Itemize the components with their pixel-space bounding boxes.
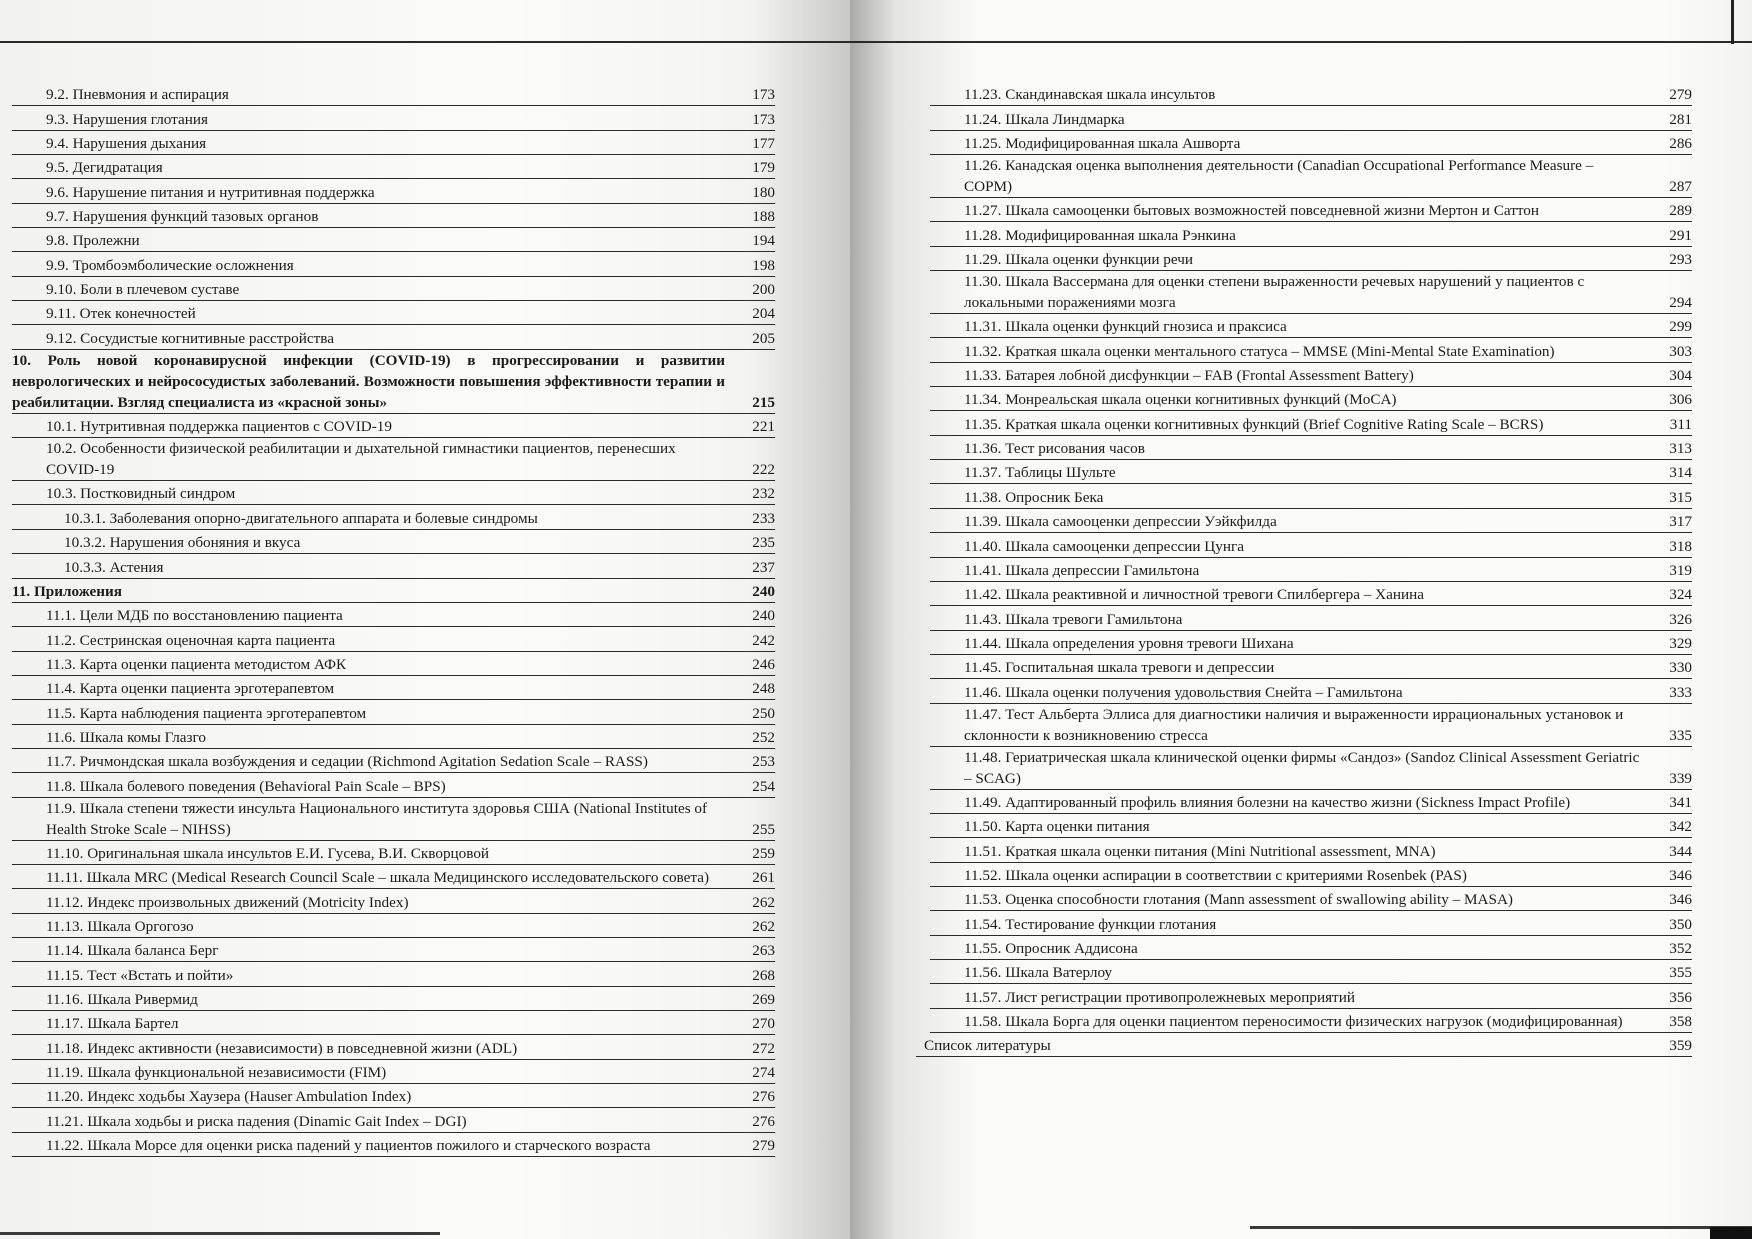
- toc-entry: [12, 889, 775, 913]
- toc-entry-title: 11.55. Опросник Аддисона: [964, 939, 1138, 957]
- toc-entry: [12, 106, 775, 130]
- toc-entry-title: 11.25. Модифицированная шкала Ашворта: [964, 135, 1241, 153]
- toc-entry: [12, 1084, 775, 1108]
- toc-entry: [930, 582, 1692, 606]
- toc-entry-page: 330: [1669, 659, 1692, 677]
- toc-entry-title: 11.12. Индекс произвольных движений (Motricity Index): [46, 893, 409, 911]
- toc-entry: [930, 838, 1692, 862]
- toc-entry: [12, 652, 775, 676]
- toc-entry-title: 11.23. Скандинавская шкала инсультов: [964, 86, 1216, 104]
- toc-entry-page: 311: [1669, 415, 1692, 433]
- toc-entry-page: 341: [1669, 793, 1692, 811]
- toc-entry-title: 11. Приложения: [12, 582, 122, 600]
- toc-entry-page: 254: [752, 777, 775, 795]
- right-page: [850, 0, 1752, 1239]
- toc-entry-page: 263: [752, 942, 775, 960]
- toc-entry-title: 11.1. Цели МДБ по восстановлению пациента: [46, 607, 343, 625]
- toc-entry-title: 10.3.3. Астения: [64, 558, 164, 576]
- toc-entry-page: 188: [752, 208, 775, 226]
- toc-entry: [930, 911, 1692, 935]
- toc-entry-page: 335: [1669, 726, 1692, 744]
- toc-entry-page: 240: [752, 582, 775, 600]
- toc-entry-title: 9.9. Тромбоэмболические осложнения: [46, 256, 294, 274]
- toc-entry: [930, 82, 1692, 106]
- toc-entry-page: 268: [752, 966, 775, 984]
- toc-entry: [930, 984, 1692, 1008]
- toc-entry-title: 9.11. Отек конечностей: [46, 305, 196, 323]
- toc-entry-page: 200: [752, 281, 775, 299]
- toc-entry-title: 11.21. Шкала ходьбы и риска падения (Dinamic Gait Index – DGI): [46, 1112, 467, 1130]
- toc-entry-page: 173: [752, 110, 775, 128]
- toc-entry-page: 299: [1669, 318, 1692, 336]
- toc-entry-title: 11.3. Карта оценки пациента методистом АФК: [46, 655, 347, 673]
- toc-entry: [930, 314, 1692, 338]
- toc-entry-title: 11.38. Опросник Бека: [964, 488, 1104, 506]
- toc-entry: [12, 865, 775, 889]
- toc-entry-title: 11.6. Шкала комы Глазго: [46, 728, 206, 746]
- toc-entry-page: 255: [752, 820, 775, 838]
- toc-entry: [12, 505, 775, 529]
- toc-entry-title: 11.28. Модифицированная шкала Рэнкина: [964, 226, 1236, 244]
- toc-entry-page: 287: [1669, 178, 1692, 196]
- toc-entry: [12, 773, 775, 797]
- toc-entry-title: 9.8. Пролежни: [46, 232, 140, 250]
- toc-entry: [930, 509, 1692, 533]
- toc-entry-page: 173: [752, 86, 775, 104]
- toc-entry-title: 11.44. Шкала определения уровня тревоги Шихана: [964, 634, 1294, 652]
- toc-entry-title: 11.36. Тест рисования часов: [964, 440, 1145, 458]
- toc-entry-title: 11.56. Шкала Ватерлоу: [964, 964, 1113, 982]
- page-corner-mark: [1710, 1227, 1752, 1239]
- top-rule: [850, 41, 1752, 43]
- toc-entry-title: 11.47. Тест Альберта Эллиса для диагностики наличия и выраженности иррациональных установок и склонности к возникновению стресса: [964, 705, 1624, 744]
- toc-entry: [12, 579, 775, 603]
- toc-entry: [930, 198, 1692, 222]
- toc-entry: [12, 749, 775, 773]
- toc-entry: [12, 228, 775, 252]
- toc-entry: [12, 252, 775, 276]
- toc-entry: [930, 814, 1692, 838]
- toc-entry-page: 359: [1669, 1037, 1692, 1055]
- toc-entry-title: 11.22. Шкала Морсе для оценки риска падений у пациентов пожилого и старческого возраста: [46, 1137, 651, 1155]
- toc-entry: [12, 82, 775, 106]
- toc-entry-title: 11.26. Канадская оценка выполнения деятельности (Canadian Occupational Performance Measure – COPM): [964, 157, 1594, 196]
- toc-entry-title: 10.1. Нутритивная поддержка пациентов с COVID-19: [46, 418, 392, 436]
- toc-entry-page: 248: [752, 680, 775, 698]
- toc-entry-page: 326: [1669, 610, 1692, 628]
- toc-entry: [930, 558, 1692, 582]
- toc-entry-title: 11.9. Шкала степени тяжести инсульта Национального института здоровья США (National Institutes of Health Stroke Scale – NIHSS): [46, 799, 708, 838]
- toc-entry-title: 11.43. Шкала тревоги Гамильтона: [964, 610, 1183, 628]
- toc-entry-page: 346: [1669, 866, 1692, 884]
- toc-entry-title: 11.33. Батарея лобной дисфункции – FAB (Frontal Assessment Battery): [964, 367, 1414, 385]
- page-edge-mark: [1731, 0, 1734, 44]
- toc-entry: [930, 363, 1692, 387]
- toc-entry-title: 10.2. Особенности физической реабилитации и дыхательной гимнастики пациентов, перенесших COVID-19: [46, 440, 676, 479]
- toc-entry: [930, 271, 1692, 314]
- left-page: [0, 0, 850, 1239]
- toc-entry: [930, 338, 1692, 362]
- toc-entry: [12, 1133, 775, 1157]
- toc-entry-title: 11.5. Карта наблюдения пациента эрготерапевтом: [46, 704, 367, 722]
- toc-entry: [12, 938, 775, 962]
- toc-entry-page: 281: [1669, 110, 1692, 128]
- toc-entry-title: 11.2. Сестринская оценочная карта пациента: [46, 631, 336, 649]
- toc-entry: [930, 606, 1692, 630]
- toc-entry-page: 259: [752, 844, 775, 862]
- toc-entry-page: 294: [1669, 294, 1692, 312]
- toc-entry: [930, 106, 1692, 130]
- toc-entry-title: 11.14. Шкала баланса Берг: [46, 942, 219, 960]
- toc-entry-page: 289: [1669, 202, 1692, 220]
- toc-entry: [12, 603, 775, 627]
- toc-entry-title: 11.18. Индекс активности (независимости) в повседневной жизни (ADL): [46, 1039, 518, 1057]
- toc-entry-page: 179: [752, 159, 775, 177]
- toc-entry: [12, 277, 775, 301]
- toc-entry-title: 11.52. Шкала оценки аспирации в соответствии с критериями Rosenbek (PAS): [964, 866, 1467, 884]
- toc-entry-page: 240: [752, 607, 775, 625]
- toc-entry: [12, 204, 775, 228]
- toc-entry-title: 11.19. Шкала функциональной независимости (FIM): [46, 1064, 387, 1082]
- bottom-rule: [1250, 1226, 1752, 1229]
- toc-entry: [930, 387, 1692, 411]
- toc-entry-title: 11.49. Адаптированный профиль влияния болезни на качество жизни (Sickness Impact Profile): [964, 793, 1571, 811]
- toc-entry-page: 317: [1669, 513, 1692, 531]
- toc-entry: [12, 1011, 775, 1035]
- toc-entry-page: 276: [752, 1088, 775, 1106]
- toc-entry: [930, 131, 1692, 155]
- toc-entry: [930, 655, 1692, 679]
- toc-entry-page: 306: [1669, 391, 1692, 409]
- toc-entry: [930, 679, 1692, 703]
- toc-entry-page: 252: [752, 728, 775, 746]
- top-rule: [0, 41, 850, 43]
- toc-entry-title: 11.30. Шкала Вассермана для оценки степени выраженности речевых нарушений у пациентов с локальными поражениями мозга: [964, 273, 1585, 312]
- toc-entry: [930, 1009, 1692, 1033]
- toc-entry: [12, 1060, 775, 1084]
- toc-entry-page: 303: [1669, 342, 1692, 360]
- toc-entry: [12, 1108, 775, 1132]
- toc-entry-title: 11.35. Краткая шкала оценки когнитивных функций (Brief Cognitive Rating Scale – BCRS): [964, 415, 1544, 433]
- toc-entry-title: 11.34. Монреальская шкала оценки когнитивных функций (MoCA): [964, 391, 1397, 409]
- toc-entry-title: 11.15. Тест «Встать и пойти»: [46, 966, 234, 984]
- toc-entry-page: 194: [752, 232, 775, 250]
- toc-entry-title: 11.11. Шкала MRC (Medical Research Council Scale – шкала Медицинского исследовательского совета): [46, 869, 710, 887]
- toc-entry-page: 313: [1669, 440, 1692, 458]
- toc-entry-page: 262: [752, 917, 775, 935]
- toc-entry-title: 9.7. Нарушения функций тазовых органов: [46, 208, 319, 226]
- toc-entry: [930, 222, 1692, 246]
- toc-entry: [12, 325, 775, 349]
- toc-entry: [12, 627, 775, 651]
- toc-entry-title: 9.2. Пневмония и аспирация: [46, 86, 229, 104]
- toc-entry: [930, 887, 1692, 911]
- toc-entry: [930, 936, 1692, 960]
- toc-entry: [930, 484, 1692, 508]
- toc-entry-title: 11.39. Шкала самооценки депрессии Уэйкфилда: [964, 513, 1277, 531]
- toc-entry-title: 11.7. Ричмондская шкала возбуждения и седации (Richmond Agitation Sedation Scale – RASS): [46, 753, 648, 771]
- toc-entry: [12, 700, 775, 724]
- toc-entry: [12, 987, 775, 1011]
- toc-entry-title: 11.48. Гериатрическая шкала клинической оценки фирмы «Сандоз» (Sandoz Clinical Assessment Geriatric – SCAG): [964, 748, 1640, 787]
- toc-entry-page: 177: [752, 135, 775, 153]
- toc-entry-title: 11.58. Шкала Борга для оценки пациентом переносимости физических нагрузок (модифицированная): [964, 1013, 1623, 1030]
- toc-entry-page: 262: [752, 893, 775, 911]
- toc-entry-page: 293: [1669, 251, 1692, 269]
- toc-entry: [930, 533, 1692, 557]
- toc-entry-title: 11.32. Краткая шкала оценки ментального статуса – MMSE (Mini-Mental State Examination): [964, 342, 1555, 360]
- toc-entry-page: 279: [1669, 86, 1692, 104]
- toc-entry-page: 215: [752, 393, 775, 411]
- toc-entry-page: 270: [752, 1015, 775, 1033]
- toc-entry-page: 286: [1669, 135, 1692, 153]
- toc-entry-title: 11.46. Шкала оценки получения удовольствия Снейта – Гамильтона: [964, 683, 1403, 701]
- bottom-rule: [0, 1232, 440, 1235]
- toc-entry-title: 10.3.1. Заболевания опорно-двигательного аппарата и болевые синдромы: [64, 509, 538, 527]
- toc-entry-page: 276: [752, 1112, 775, 1130]
- toc-entry: [930, 790, 1692, 814]
- toc-entry: [12, 301, 775, 325]
- toc-entry-title: 9.3. Нарушения глотания: [46, 110, 208, 128]
- toc-entry-title: 11.10. Оригинальная шкала инсультов Е.И. Гусева, В.И. Скворцовой: [46, 844, 490, 862]
- toc-entry-title: 9.5. Дегидратация: [46, 159, 163, 177]
- toc-entry: [12, 414, 775, 438]
- toc-entry-title: 11.31. Шкала оценки функций гнозиса и праксиса: [964, 318, 1287, 336]
- toc-entry: [930, 436, 1692, 460]
- toc-entry: [12, 530, 775, 554]
- toc-entry-page: 233: [752, 509, 775, 527]
- toc-entry-title: 11.57. Лист регистрации противопролежневых мероприятий: [964, 988, 1355, 1006]
- toc-entry: [930, 411, 1692, 435]
- toc-entry-page: 329: [1669, 634, 1692, 652]
- toc-entry: [930, 631, 1692, 655]
- toc-entry-page: 250: [752, 704, 775, 722]
- toc-entry-title: 11.20. Индекс ходьбы Хаузера (Hauser Ambulation Index): [46, 1088, 412, 1106]
- toc-entry-page: 237: [752, 558, 775, 576]
- toc-entry-page: 198: [752, 256, 775, 274]
- toc-entry: [930, 747, 1692, 790]
- toc-entry: [930, 155, 1692, 198]
- toc-entry: [12, 798, 775, 841]
- toc-entry: [12, 350, 775, 414]
- toc-entry: [12, 438, 775, 481]
- toc-entry-page: 253: [752, 753, 775, 771]
- toc-entry-title: 9.4. Нарушения дыхания: [46, 135, 207, 153]
- toc-entry-page: 352: [1669, 939, 1692, 957]
- toc-entry-title: 9.12. Сосудистые когнитивные расстройства: [46, 329, 334, 347]
- toc-entry-page: 204: [752, 305, 775, 323]
- toc-entry: [12, 962, 775, 986]
- toc-entry: [930, 460, 1692, 484]
- toc-entry-page: 358: [1669, 1013, 1692, 1030]
- toc-entry-page: 242: [752, 631, 775, 649]
- toc-entry-page: 346: [1669, 891, 1692, 909]
- toc-entry-title: 11.42. Шкала реактивной и личностной тревоги Спилбергера – Ханина: [964, 586, 1424, 604]
- toc-entry: [12, 131, 775, 155]
- toc-entry-title: Список литературы: [924, 1037, 1051, 1055]
- toc-entry-title: 11.29. Шкала оценки функции речи: [964, 251, 1194, 269]
- toc-entry: [12, 155, 775, 179]
- toc-left: [12, 82, 775, 1157]
- toc-entry-page: 222: [752, 461, 775, 479]
- toc-entry-title: 11.27. Шкала самооценки бытовых возможностей повседневной жизни Мертон и Саттон: [964, 202, 1540, 220]
- toc-entry-page: 333: [1669, 683, 1692, 701]
- toc-entry-title: 11.13. Шкала Оргогозо: [46, 917, 194, 935]
- toc-entry-title: 11.24. Шкала Линдмарка: [964, 110, 1125, 128]
- toc-entry: [12, 1035, 775, 1059]
- toc-entry: [916, 1033, 1692, 1057]
- toc-entry-title: 9.6. Нарушение питания и нутритивная поддержка: [46, 183, 375, 201]
- toc-entry: [930, 960, 1692, 984]
- toc-entry-title: 11.41. Шкала депрессии Гамильтона: [964, 561, 1200, 579]
- toc-entry-page: 279: [752, 1137, 775, 1155]
- toc-entry-page: 246: [752, 655, 775, 673]
- toc-entry-page: 342: [1669, 818, 1692, 836]
- toc-entry-page: 272: [752, 1039, 775, 1057]
- toc-entry-page: 291: [1669, 226, 1692, 244]
- toc-entry-page: 355: [1669, 964, 1692, 982]
- toc-entry: [12, 676, 775, 700]
- toc-entry-page: 344: [1669, 842, 1692, 860]
- toc-entry-page: 319: [1669, 561, 1692, 579]
- toc-entry-page: 205: [752, 329, 775, 347]
- toc-entry-title: 10.3.2. Нарушения обоняния и вкуса: [64, 534, 301, 552]
- toc-entry-page: 261: [752, 869, 775, 887]
- toc-entry-page: 221: [752, 418, 775, 436]
- toc-entry: [930, 247, 1692, 271]
- toc-entry-title: 11.40. Шкала самооценки депрессии Цунга: [964, 537, 1244, 555]
- toc-entry: [930, 863, 1692, 887]
- toc-entry-title: 11.54. Тестирование функции глотания: [964, 915, 1217, 933]
- toc-entry: [12, 914, 775, 938]
- toc-entry-page: 350: [1669, 915, 1692, 933]
- toc-entry-title: 11.50. Карта оценки питания: [964, 818, 1150, 836]
- toc-entry-page: 314: [1669, 464, 1692, 482]
- toc-entry: [12, 554, 775, 578]
- toc-entry-page: 315: [1669, 488, 1692, 506]
- toc-entry-page: 232: [752, 485, 775, 503]
- toc-entry: [930, 704, 1692, 747]
- toc-entry-page: 269: [752, 991, 775, 1008]
- toc-entry-page: 356: [1669, 988, 1692, 1006]
- toc-entry-page: 180: [752, 183, 775, 201]
- toc-entry: [12, 725, 775, 749]
- toc-entry-title: 10.3. Постковидный синдром: [46, 485, 236, 503]
- toc-entry-page: 304: [1669, 367, 1692, 385]
- toc-entry-page: 318: [1669, 537, 1692, 555]
- toc-entry-title: 9.10. Боли в плечевом суставе: [46, 281, 240, 299]
- toc-entry-page: 324: [1669, 586, 1692, 604]
- toc-entry-title: 11.37. Таблицы Шульте: [964, 464, 1116, 482]
- toc-entry-title: 11.45. Госпитальная шкала тревоги и депрессии: [964, 659, 1275, 677]
- toc-entry-title: 11.53. Оценка способности глотания (Mann assessment of swallowing ability – MASA): [964, 891, 1513, 909]
- toc-entry-title: 11.8. Шкала болевого поведения (Behavioral Pain Scale – BPS): [46, 777, 446, 795]
- toc-entry-title: 11.51. Краткая шкала оценки питания (Mini Nutritional assessment, MNA): [964, 842, 1436, 860]
- toc-right: [924, 82, 1692, 1057]
- toc-entry-title: 11.4. Карта оценки пациента эрготерапевтом: [46, 680, 335, 698]
- toc-entry-page: 274: [752, 1064, 775, 1082]
- toc-entry: [12, 179, 775, 203]
- toc-entry: [12, 841, 775, 865]
- toc-entry-page: 235: [752, 534, 775, 552]
- toc-entry-title: 11.17. Шкала Бартел: [46, 1015, 179, 1033]
- toc-entry: [12, 481, 775, 505]
- toc-entry-title: 11.16. Шкала Ривермид: [46, 991, 198, 1008]
- toc-entry-page: 339: [1669, 769, 1692, 787]
- toc-entry-title: 10. Роль новой коронавирусной инфекции (COVID-19) в прогрессировании и развитии неврологических и нейрососудистых заболеваний. Возможности повышения эффективности терапии и реабилитации. Взгляд специалиста из «красной зоны»: [12, 351, 725, 411]
